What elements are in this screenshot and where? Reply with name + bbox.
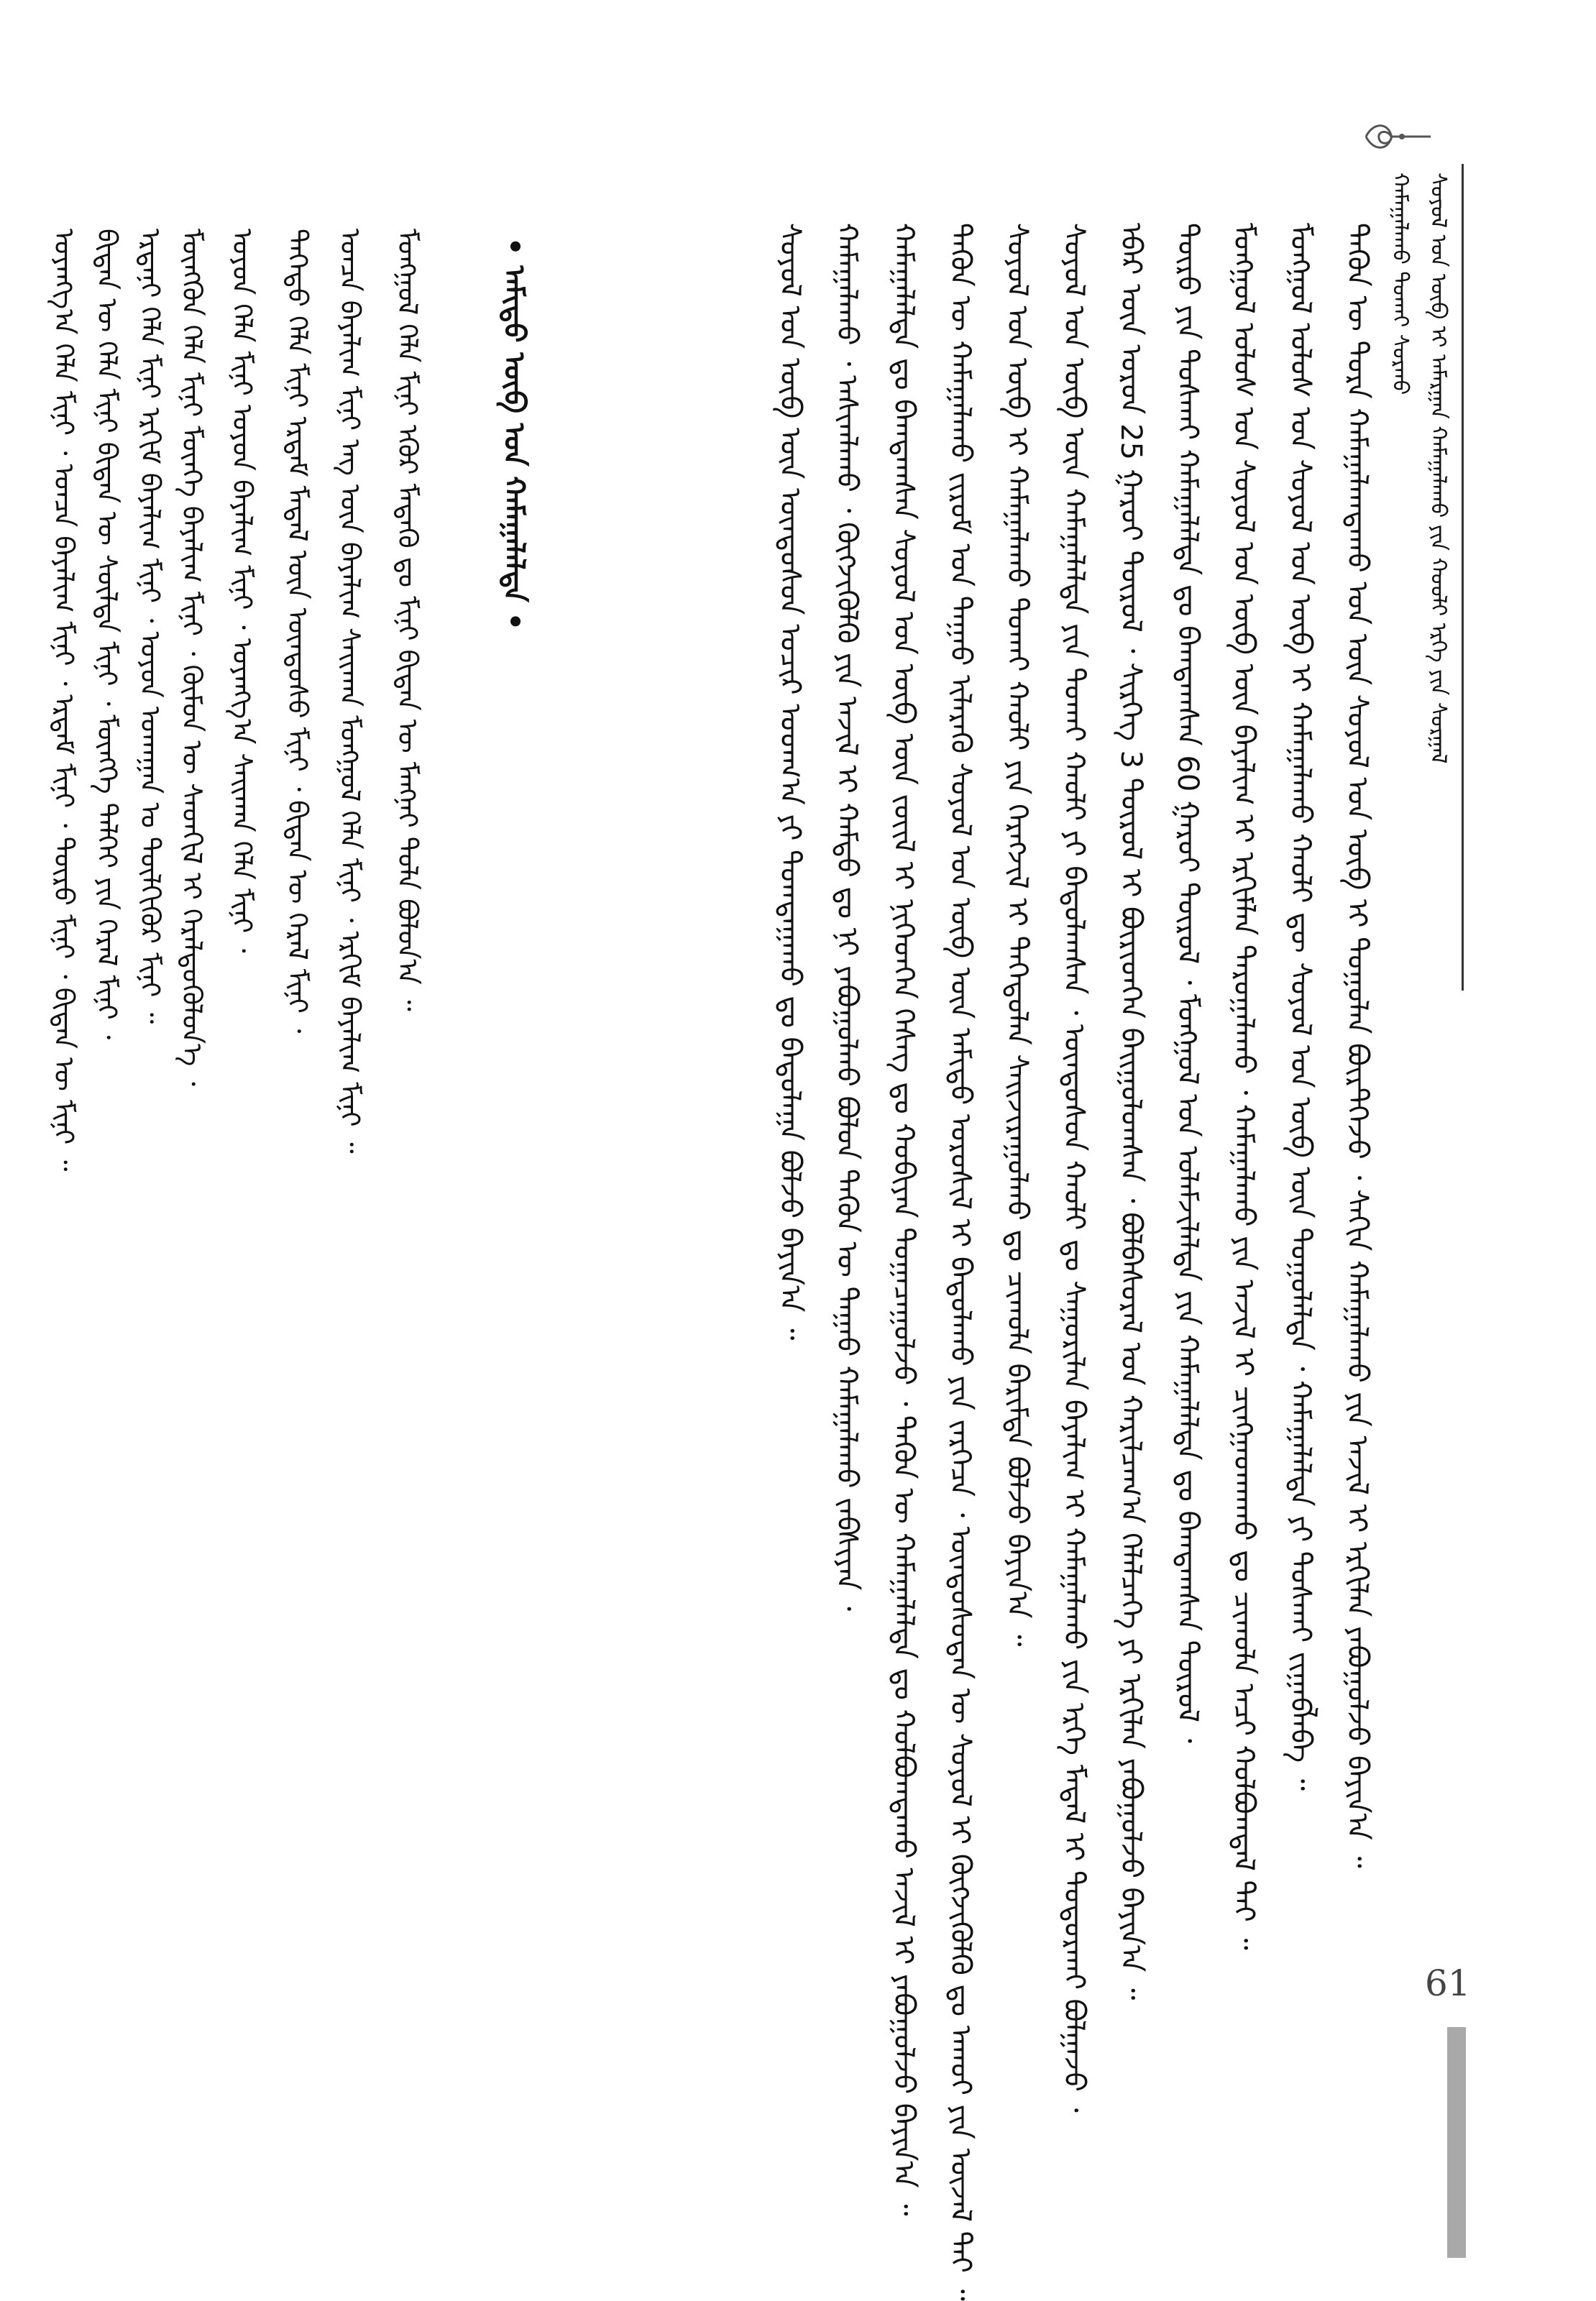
- body-column-7: ᠰᠤᠶᠤᠯ ᠤᠨ ᠥᠪ ᠢ ᠬᠠᠮᠠᠭᠠᠯᠠᠬᠤ ᠲᠤᠬᠠᠢ ᠬᠠᠤᠯᠢ ᠶᠢᠨ ᠬᠡᠷᠡᠭᠵᠢᠯ ᠢ ᠳᠡᠭᠡᠳᠦᠯᠡᠨ ᠰᠠᠢᠵᠢᠷᠠᠭᠤᠯᠬᠤ ᠳᠤ ᠴᠢᠬᠤᠯᠠ ᠪᠠᠷᠢᠮᠲᠠ ᠪᠣᠯᠵᠤ ᠪᠠᠶᠢᠨ᠎ᠠ ᠃: [1001, 223, 1034, 1647]
- poem-line-8: ᠤᠶᠠᠩᠭ᠎ᠠ ᠬᠡᠯᠡ ᠮᠢᠨᠢ ᠂ ᠣᠨᠴᠠ ᠪᠠᠶᠠᠯᠢᠭ ᠮᠢᠨᠢ ᠂ ᠡᠷᠳᠡᠮ ᠮᠢᠨᠢ ᠂ ᠲᠦᠷᠦ ᠮᠢᠨᠢ ᠂ ᠪᠢᠳᠡᠨ ᠦ ᠮᠢᠨᠢ ᠃: [48, 229, 80, 1172]
- body-column-10: ᠬᠠᠮᠠᠭᠠᠯᠠᠬᠤ ᠂ ᠠᠰᠢᠭᠯᠠᠬᠤ ᠂ ᠬᠦᠭᠵᠢᠭᠦᠯᠬᠦ ᠶᠢᠨ ᠠᠵᠢᠯ ᠢ ᠬᠠᠮᠲᠤ ᠳᠤ ᠨᠢ ᠶᠠᠪᠤᠭᠤᠯᠬᠤ ᠪᠣᠯᠤᠨ ᠲᠡᠭᠦᠨ ᠦ ᠳᠠᠭᠠᠤ ᠬᠠᠮᠠᠭᠠᠯᠠᠬᠤ ᠵᠠᠪᠰᠢᠶᠠᠨ ᠂: [830, 223, 863, 1612]
- body-column-3: ᠮᠣᠩᠭᠣᠯ ᠤᠯᠤᠰ ᠤᠨ ᠰᠤᠶᠤᠯ ᠤᠨ ᠥᠪ ᠦᠨ ᠪᠠᠶᠠᠯᠢᠭ ᠢ ᠡᠷᠬᠢᠮᠯᠡᠨ ᠳᠠᠷᠤᠭᠠᠯᠠᠬᠤ ᠂ ᠬᠠᠮᠠᠭᠠᠯᠠᠬᠤ ᠶᠢᠨ ᠠᠵᠢᠯ ᠢ ᠴᠢᠩᠭᠠᠳᠬᠠᠬᠤ ᠳᠤ ᠴᠢᠬᠤᠯᠠ ᠠᠴᠢ ᠬᠣᠯᠪᠣᠭᠳᠠᠯ ᠲᠠᠢ ᠃: [1227, 223, 1260, 1950]
- header-rule: [1462, 164, 1464, 991]
- poem-line-6: ᠡᠷᠳᠡᠨᠢ ᠬᠡᠯᠡ ᠮᠢᠨᠢ ᠡᠷᠬᠢᠮ ᠪᠠᠶᠠᠯᠢᠭ ᠮᠢᠨᠢ ᠂ ᠣᠶᠤᠨ ᠤᠬᠠᠭᠠᠨ ᠤ ᠲᠦᠯᠬᠢᠭᠦᠷ ᠮᠢᠨᠢ ᠃: [134, 229, 166, 1024]
- running-header-line-1: ᠰᠤᠶᠤᠯ ᠤᠨ ᠥᠪ ᠢ ᠠᠮᠠᠷᠭᠠᠨ ᠬᠠᠮᠠᠭᠠᠯᠠᠬᠤ ᠶᠢᠨ ᠬᠤᠤᠯᠢ ᠡᠷᠬᠡ ᠶᠢᠨ ᠰᠤᠷᠭᠠᠯ: [1426, 173, 1451, 764]
- body-column-6: ᠰᠤᠶᠤᠯ ᠤᠨ ᠥᠪ ᠦᠨ ᠬᠠᠮᠠᠭᠠᠯᠠᠯᠲᠠ ᠶᠢᠨ ᠲᠤᠬᠠᠢ ᠬᠠᠤᠯᠢ ᠶᠢ ᠪᠠᠲᠤᠯᠠᠭᠰᠠᠨ ᠂ ᠦᠨᠳᠦᠰᠦᠨ ᠬᠠᠤᠯᠢ ᠳᠤ ᠰᠠᠭᠤᠷᠢᠯᠠᠨ ᠪᠠᠶᠠᠯᠢᠭ ᠢ ᠬᠠᠮᠠᠭᠠᠯᠠᠬᠤ ᠶᠢᠨ ᠡᠷᠬᠡ ᠮᠡᠳᠡᠯ ᠢ ᠲᠣᠳᠤᠷᠬᠠᠢ ᠪᠣᠯᠭᠠᠵᠤ ᠂: [1058, 223, 1091, 2113]
- body-column-2: ᠮᠣᠩᠭᠣᠯ ᠤᠯᠤᠰ ᠤᠨ ᠰᠤᠶᠤᠯ ᠤᠨ ᠥᠪ ᠢ ᠬᠠᠮᠠᠭᠠᠯᠠᠬᠤ ᠬᠠᠤᠯᠢ ᠳᠦ ᠰᠤᠶᠤᠯ ᠤᠨ ᠥᠪ ᠦᠨ ᠲᠣᠭᠣᠯᠠᠯᠲᠠ ᠂ ᠬᠠᠮᠠᠭᠠᠯᠠᠯᠲᠠ ᠶᠢ ᠲᠤᠰᠬᠠᠢ ᠵᠢᠭᠠᠪᠯᠠᠪᠠ ᠃: [1284, 223, 1317, 1791]
- poem-line-3: ᠳᠡᠭᠡᠳᠦ ᠬᠡᠯᠡ ᠮᠢᠨᠢ ᠡᠷᠳᠡᠮ ᠮᠡᠳᠡᠯ ᠦᠨ ᠦᠨᠳᠦᠰᠦ ᠮᠢᠨᠢ ᠂ ᠪᠢᠳᠡᠨ ᠦ ᠭᠡᠷᠡᠯ ᠮᠢᠨᠢ ᠂: [282, 229, 313, 1034]
- poem-line-4: ᠣᠶᠤᠨ ᠬᠡᠯᠡ ᠮᠢᠨᠢ ᠣᠶᠤᠨ ᠪᠠᠶᠠᠯᠢᠭ ᠮᠢᠨᠢ ᠂ ᠤᠶᠠᠩᠭ᠎ᠠ ᠰᠠᠢᠬᠠᠨ ᠬᠡᠯᠡ ᠮᠢᠨᠢ ᠂: [226, 229, 258, 953]
- poem-line-1: ᠮᠣᠩᠭᠣᠯ ᠬᠡᠯᠡ ᠮᠢᠨᠢ ᠡᠭᠦᠷ ᠮᠡᠳᠡᠬᠦ ᠳᠤ ᠮᠢᠨᠢ ᠪᠢᠳᠡᠨ ᠦ ᠮᠠᠩᠨᠠᠢ ᠲᠤᠯᠠ ᠪᠣᠯᠤᠨ᠎ᠠ ᠃: [392, 229, 423, 1011]
- poem-line-5: ᠮᠥᠩᠭᠥᠨ ᠬᠡᠯᠡ ᠮᠢᠨᠢ ᠮᠥᠨᠬᠡ ᠪᠠᠶᠠᠯᠢᠭ ᠮᠢᠨᠢ ᠂ ᠬᠦᠮᠦᠨ ᠦ ᠰᠡᠳᠬᠢᠯ ᠢ ᠭᠡᠷᠡᠯᠲᠦᠭᠦᠯᠦᠨ᠎ᠡ ᠂: [176, 229, 208, 1086]
- subheading-bullet-bottom: •: [497, 612, 531, 631]
- body-column-11: ᠰᠤᠶᠤᠯ ᠤᠨ ᠥᠪ ᠦᠨ ᠦᠨᠳᠦᠰᠦᠨ ᠤᠴᠢᠷ ᠤᠳᠬ᠎ᠠ ᠶᠢ ᠲᠣᠭᠲᠠᠭᠠᠬᠤ ᠳᠤ ᠪᠠᠲᠤᠯᠠᠭᠠ ᠪᠣᠯᠵᠤ ᠪᠠᠶᠢᠨ᠎ᠠ ᠃: [774, 223, 807, 1341]
- running-header-line-2: ᠬᠠᠮᠠᠭᠠᠯᠠᠬᠤ ᠲᠤᠬᠠᠢ ᠰᠤᠷᠬᠤ: [1388, 173, 1413, 395]
- ornament-flourish-icon: [1359, 115, 1431, 158]
- poem-line-7: ᠪᠢᠳᠡᠨ ᠦ ᠬᠡᠯᠡ ᠮᠢᠨᠢ ᠪᠢᠳᠡᠨ ᠦ ᠰᠦᠯᠳᠡ ᠮᠢᠨᠢ ᠂ ᠮᠥᠩᠭᠡ ᠳᠡᠯᠬᠡᠢ ᠶᠢᠨ ᠭᠡᠷᠡᠯ ᠮᠢᠨᠢ ᠂: [91, 229, 123, 1040]
- subheading-bullet-top: •: [497, 237, 531, 256]
- page-edge-tab: [1447, 2027, 1466, 2258]
- poem-line-2: ᠣᠨᠴᠠ ᠪᠠᠶᠠᠯᠢᠭ ᠮᠢᠨᠢ ᠡᠩ ᠦᠨ ᠪᠠᠶᠠᠯᠢᠭ ᠰᠠᠢᠬᠠᠨ ᠮᠣᠩᠭᠣᠯ ᠬᠡᠯᠡ ᠮᠢᠨᠢ ᠂ ᠡᠷᠬᠢᠮ ᠪᠠᠶᠠᠯᠢᠭ ᠮᠢᠨᠢ ᠃: [334, 229, 366, 1154]
- body-column-8: ᠲᠡᠭᠦᠨ ᠦ ᠬᠠᠮᠠᠭᠠᠯᠠᠬᠤ ᠵᠢᠷᠤᠮ ᠤᠨ ᠳᠠᠭᠠᠤ ᠢᠯᠡᠷᠡᠬᠦ ᠰᠤᠶᠤᠯ ᠤᠨ ᠥᠪ ᠦᠨ ᠠᠮᠢᠳᠤ ᠣᠷᠣᠰᠢᠯ ᠢ ᠪᠠᠲᠤᠯᠠᠬᠤ ᠶᠢᠨ ᠵᠡᠷᠭᠡᠴᠡ ᠂ ᠦᠨᠳᠦᠰᠦᠲᠡᠨ ᠦ ᠰᠤᠶᠤᠯ ᠢ ᠬᠦᠭᠵᠢᠭᠦᠯᠬᠦ ᠳᠤ ᠠᠬᠤᠢ ᠶᠢᠨ ᠦᠵᠡᠯ ᠲᠠᠢ ᠃: [944, 223, 977, 2301]
- body-column-4: ᠲᠦᠷᠦ ᠶᠢᠨ ᠲᠤᠰᠬᠠᠢ ᠬᠠᠮᠠᠭᠠᠯᠠᠯᠲᠠ ᠳᠤ ᠪᠠᠭᠳᠠᠭᠰᠠᠨ 60 ᠭᠠᠷᠤᠢ ᠲᠦᠷᠦᠯ ᠂ ᠮᠣᠩᠭᠣᠯ ᠤᠨ ᠤᠯᠠᠮᠵᠢᠯᠠᠯᠲᠠ ᠶᠢᠨ ᠬᠠᠮᠠᠭᠠᠯᠠᠯᠲᠠ ᠳᠤ ᠪᠠᠭᠳᠠᠭᠰᠠᠨ ᠲᠦᠷᠦᠯ ᠂: [1171, 223, 1204, 1743]
- body-column-5: ᠡᠪᠡᠷ ᠦᠨ ᠣᠷᠤᠨ 25 ᠭᠠᠷᠤᠢ ᠲᠦᠷᠦᠯ ᠂ ᠰᠢᠷᠭᠡᠭ 3 ᠲᠦᠷᠦᠯ ᠢ ᠪᠦᠷᠢᠳᠬᠡᠨ ᠪᠠᠢᠭᠤᠯᠤᠭᠰᠠᠨ ᠂ ᠪᠣᠯᠪᠠᠰᠤᠷᠠᠯ ᠤᠨ ᠬᠠᠷᠢᠯᠴᠠᠭ᠎ᠠ ᠬᠡᠯᠡᠯᠴᠡᠭᠡ ᠶᠢ ᠡᠷᠬᠢᠯᠡᠨ ᠶᠠᠪᠤᠭᠤᠯᠵᠤ ᠪᠠᠶᠢᠨ᠎ᠠ ᠃: [1114, 223, 1147, 2001]
- body-column-1: ᠲᠡᠭᠦᠨ ᠦ ᠳᠤᠷᠠ ᠬᠠᠮᠠᠭᠠᠯᠠᠭᠳᠠᠬᠤ ᠡᠳ ᠦᠨ ᠰᠣᠶᠣᠯ ᠤᠨ ᠥᠪ ᠢ ᠲᠣᠭᠣᠯᠠᠨ ᠪᠦᠷᠲᠭᠡᠵᠦ ᠂ ᠰᠠᠬᠢᠨ ᠬᠠᠮᠠᠭᠠᠯᠠᠬᠤ ᠶᠢᠨ ᠠᠵᠢᠯ ᠢ ᠡᠷᠬᠢᠯᠡᠨ ᠶᠠᠪᠤᠭᠤᠯᠵᠤ ᠪᠠᠶᠢᠨ᠎ᠠ ᠃: [1341, 223, 1374, 1868]
- body-column-9: ᠬᠠᠮᠠᠭᠠᠯᠠᠯᠲᠠ ᠳᠤ ᠪᠠᠭᠳᠠᠭᠰᠠᠨ ᠰᠤᠶᠤᠯ ᠤᠨ ᠥᠪ ᠦᠨ ᠵᠦᠢᠯ ᠢ ᠨᠢᠭᠡᠳᠭᠡᠨ ᠬᠡᠰᠡᠭ ᠳᠤ ᠬᠤᠪᠢᠶᠠᠨ ᠲᠣᠭᠠᠴᠠᠭᠤᠯᠵᠤ ᠂ ᠲᠡᠭᠦᠨ ᠦ ᠬᠠᠮᠠᠭᠠᠯᠠᠯᠲᠠ ᠳᠤ ᠬᠣᠯᠪᠣᠭᠳᠠᠬᠤ ᠠᠵᠢᠯ ᠢ ᠶᠠᠪᠤᠭᠤᠯᠵᠤ ᠪᠠᠶᠢᠨ᠎ᠠ ᠃: [887, 223, 920, 2216]
- subheading-text: ᠠᠮᠢᠳᠤ ᠥᠪ ᠤᠨ ᠬᠠᠮᠠᠭᠠᠯᠠᠯᠲᠠ: [497, 265, 531, 602]
- page-number: 61: [1425, 1962, 1471, 2004]
- section-subheading: [489, 237, 539, 630]
